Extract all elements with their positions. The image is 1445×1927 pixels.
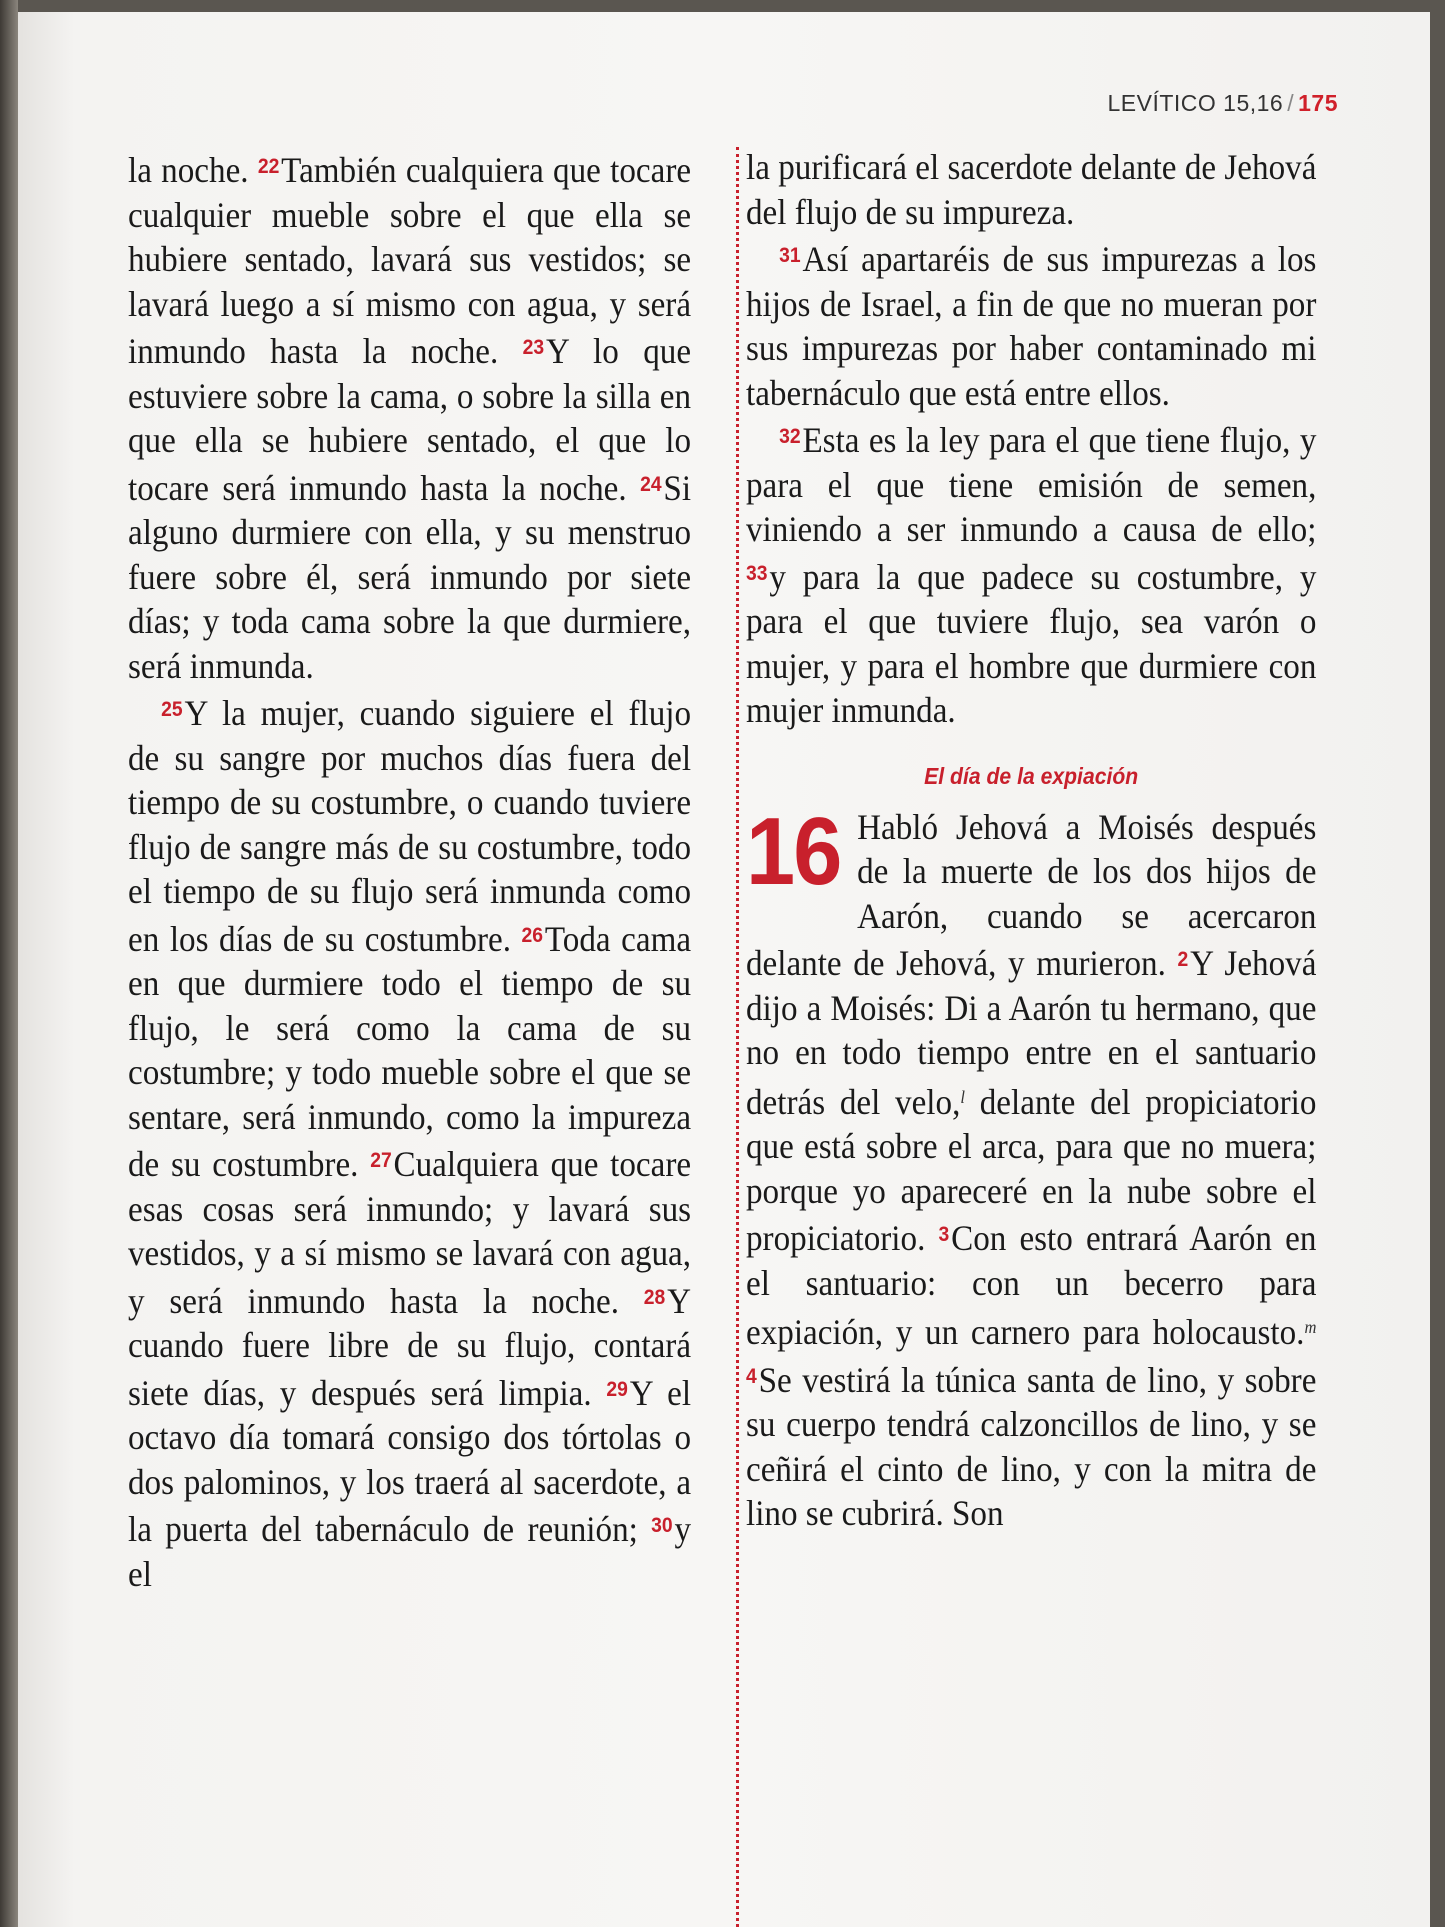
verse-number: 31 xyxy=(779,244,801,267)
verse-number: 4 xyxy=(746,1364,757,1388)
section-heading: El día de la expiación xyxy=(924,762,1139,789)
paragraph xyxy=(746,234,1316,415)
paragraph xyxy=(746,145,1316,234)
verse-number: 22 xyxy=(257,155,280,178)
header-separator: / xyxy=(1287,90,1295,116)
verse-number: 32 xyxy=(779,425,801,448)
running-header xyxy=(1107,90,1338,117)
chapter-number: 16 xyxy=(746,797,841,905)
verse-text: Y el octavo día tomará consigo dos tórtolas o dos palominos, y los traerá al sacerdote, a la puerta del tabernáculo de reunión; xyxy=(128,1372,692,1549)
verse-text: Y lo que estuviere sobre la cama, o sobre la silla en que ella se hubiere sentado, el que lo tocare será inmundo hasta la noche. xyxy=(128,331,692,508)
book-spine-edge xyxy=(0,0,18,1927)
verse-text: y el xyxy=(128,1509,692,1594)
left-column xyxy=(128,145,691,1596)
right-column xyxy=(746,145,1316,1536)
verse-text: Si alguno durmiere con ella, y su menstruo fuere sobre él, será inmundo por siete días; y toda cama sobre la que durmiere, será inmunda. xyxy=(128,467,692,686)
verse-text: Habló Jehová a Moisés después de la muerte de los dos hijos de Aarón, cuando se acercaron delante de Jehová, y murieron. xyxy=(746,806,1317,983)
verse-text: Esta es la ley para el que tiene flujo, y para el que tiene emisión de semen, viniendo a ser inmundo a causa de ello; xyxy=(746,420,1317,549)
verse-text: También cualquiera que tocare cualquier mueble sobre el que ella se hubiere sentado, lavará sus vestidos; se lavará luego a sí mismo con agua, y será inmundo hasta la noche. xyxy=(128,150,692,371)
footnote-marker: l xyxy=(960,1086,965,1107)
paragraph xyxy=(128,145,691,688)
verse-text: Y la mujer, cuando siguiere el flujo de su sangre por muchos días fuera del tiempo de su costumbre, o cuando tuviere flujo de sangre más de su costumbre, todo el tiempo de su flujo será inmunda como en los días de su costumbre. xyxy=(128,693,692,959)
verse-number: 2 xyxy=(1177,948,1189,971)
verse-text: y para la que padece su costumbre, y para el que tuviere flujo, sea varón o mujer, y para el hombre que durmiere con mujer inmunda. xyxy=(746,556,1317,730)
verse-number: 33 xyxy=(746,561,768,585)
verse-number: 30 xyxy=(651,1514,673,1537)
paragraph xyxy=(128,688,691,1596)
verse-text: la noche. xyxy=(128,150,258,190)
header-book-name: LEVÍTICO xyxy=(1107,90,1217,116)
footnote-marker: m xyxy=(1304,1317,1317,1337)
verse-number: 24 xyxy=(640,472,662,496)
verse-number: 23 xyxy=(522,336,545,359)
column-divider xyxy=(736,147,739,1927)
verse-number: 27 xyxy=(370,1149,392,1172)
verse-text: Con esto entrará Aarón en el santuario: con un becerro para expiación, y un carnero para holocausto. xyxy=(746,1218,1317,1352)
verse-number: 3 xyxy=(938,1223,950,1246)
verse-text: Y cuando fuere libre de su flujo, contará siete días, y después será limpia. xyxy=(128,1280,692,1413)
verse-number: 25 xyxy=(161,698,183,721)
verse-text: Cualquiera que tocare esas cosas será inmundo; y lavará sus vestidos, y a sí mismo se lavará con agua, y será inmundo hasta la noche. xyxy=(128,1144,692,1321)
paragraph xyxy=(746,415,1316,733)
header-chapters: 15,16 xyxy=(1223,90,1284,116)
verse-text: Y Jehová dijo a Moisés: Di a Aarón tu hermano, que no en todo tiempo entre en el santuario detrás del velo, xyxy=(746,943,1317,1122)
verse-number: 28 xyxy=(643,1285,666,1309)
verse-number: 29 xyxy=(606,1377,628,1401)
verse-number: 26 xyxy=(521,923,544,947)
book-page xyxy=(18,12,1430,1927)
verse-text: la purificará el sacerdote delante de Jehová del flujo de su impureza. xyxy=(746,147,1317,232)
verse-text: Toda cama en que durmiere todo el tiempo de su flujo, le será como la cama de su costumbre; y todo mueble sobre el que se sentare, será inmundo, como la impureza de su costumbre. xyxy=(128,918,692,1184)
verse-text: Se vestirá la túnica santa de lino, y sobre su cuerpo tendrá calzoncillos de lino, y se ceñirá el cinto de lino, y con la mitra de lino se cubrirá. Son xyxy=(746,1359,1317,1533)
verse-text: Así apartaréis de sus impurezas a los hijos de Israel, a fin de que no mueran por sus impurezas por haber contaminado mi tabernáculo que está entre ellos. xyxy=(746,239,1317,413)
page-number: 175 xyxy=(1298,90,1338,116)
chapter-paragraph xyxy=(746,797,1317,1536)
verse-text: delante del propiciatorio que está sobre el arca, para que no muera; porque yo apareceré en la nube sobre el propiciatorio. xyxy=(746,1081,1317,1258)
